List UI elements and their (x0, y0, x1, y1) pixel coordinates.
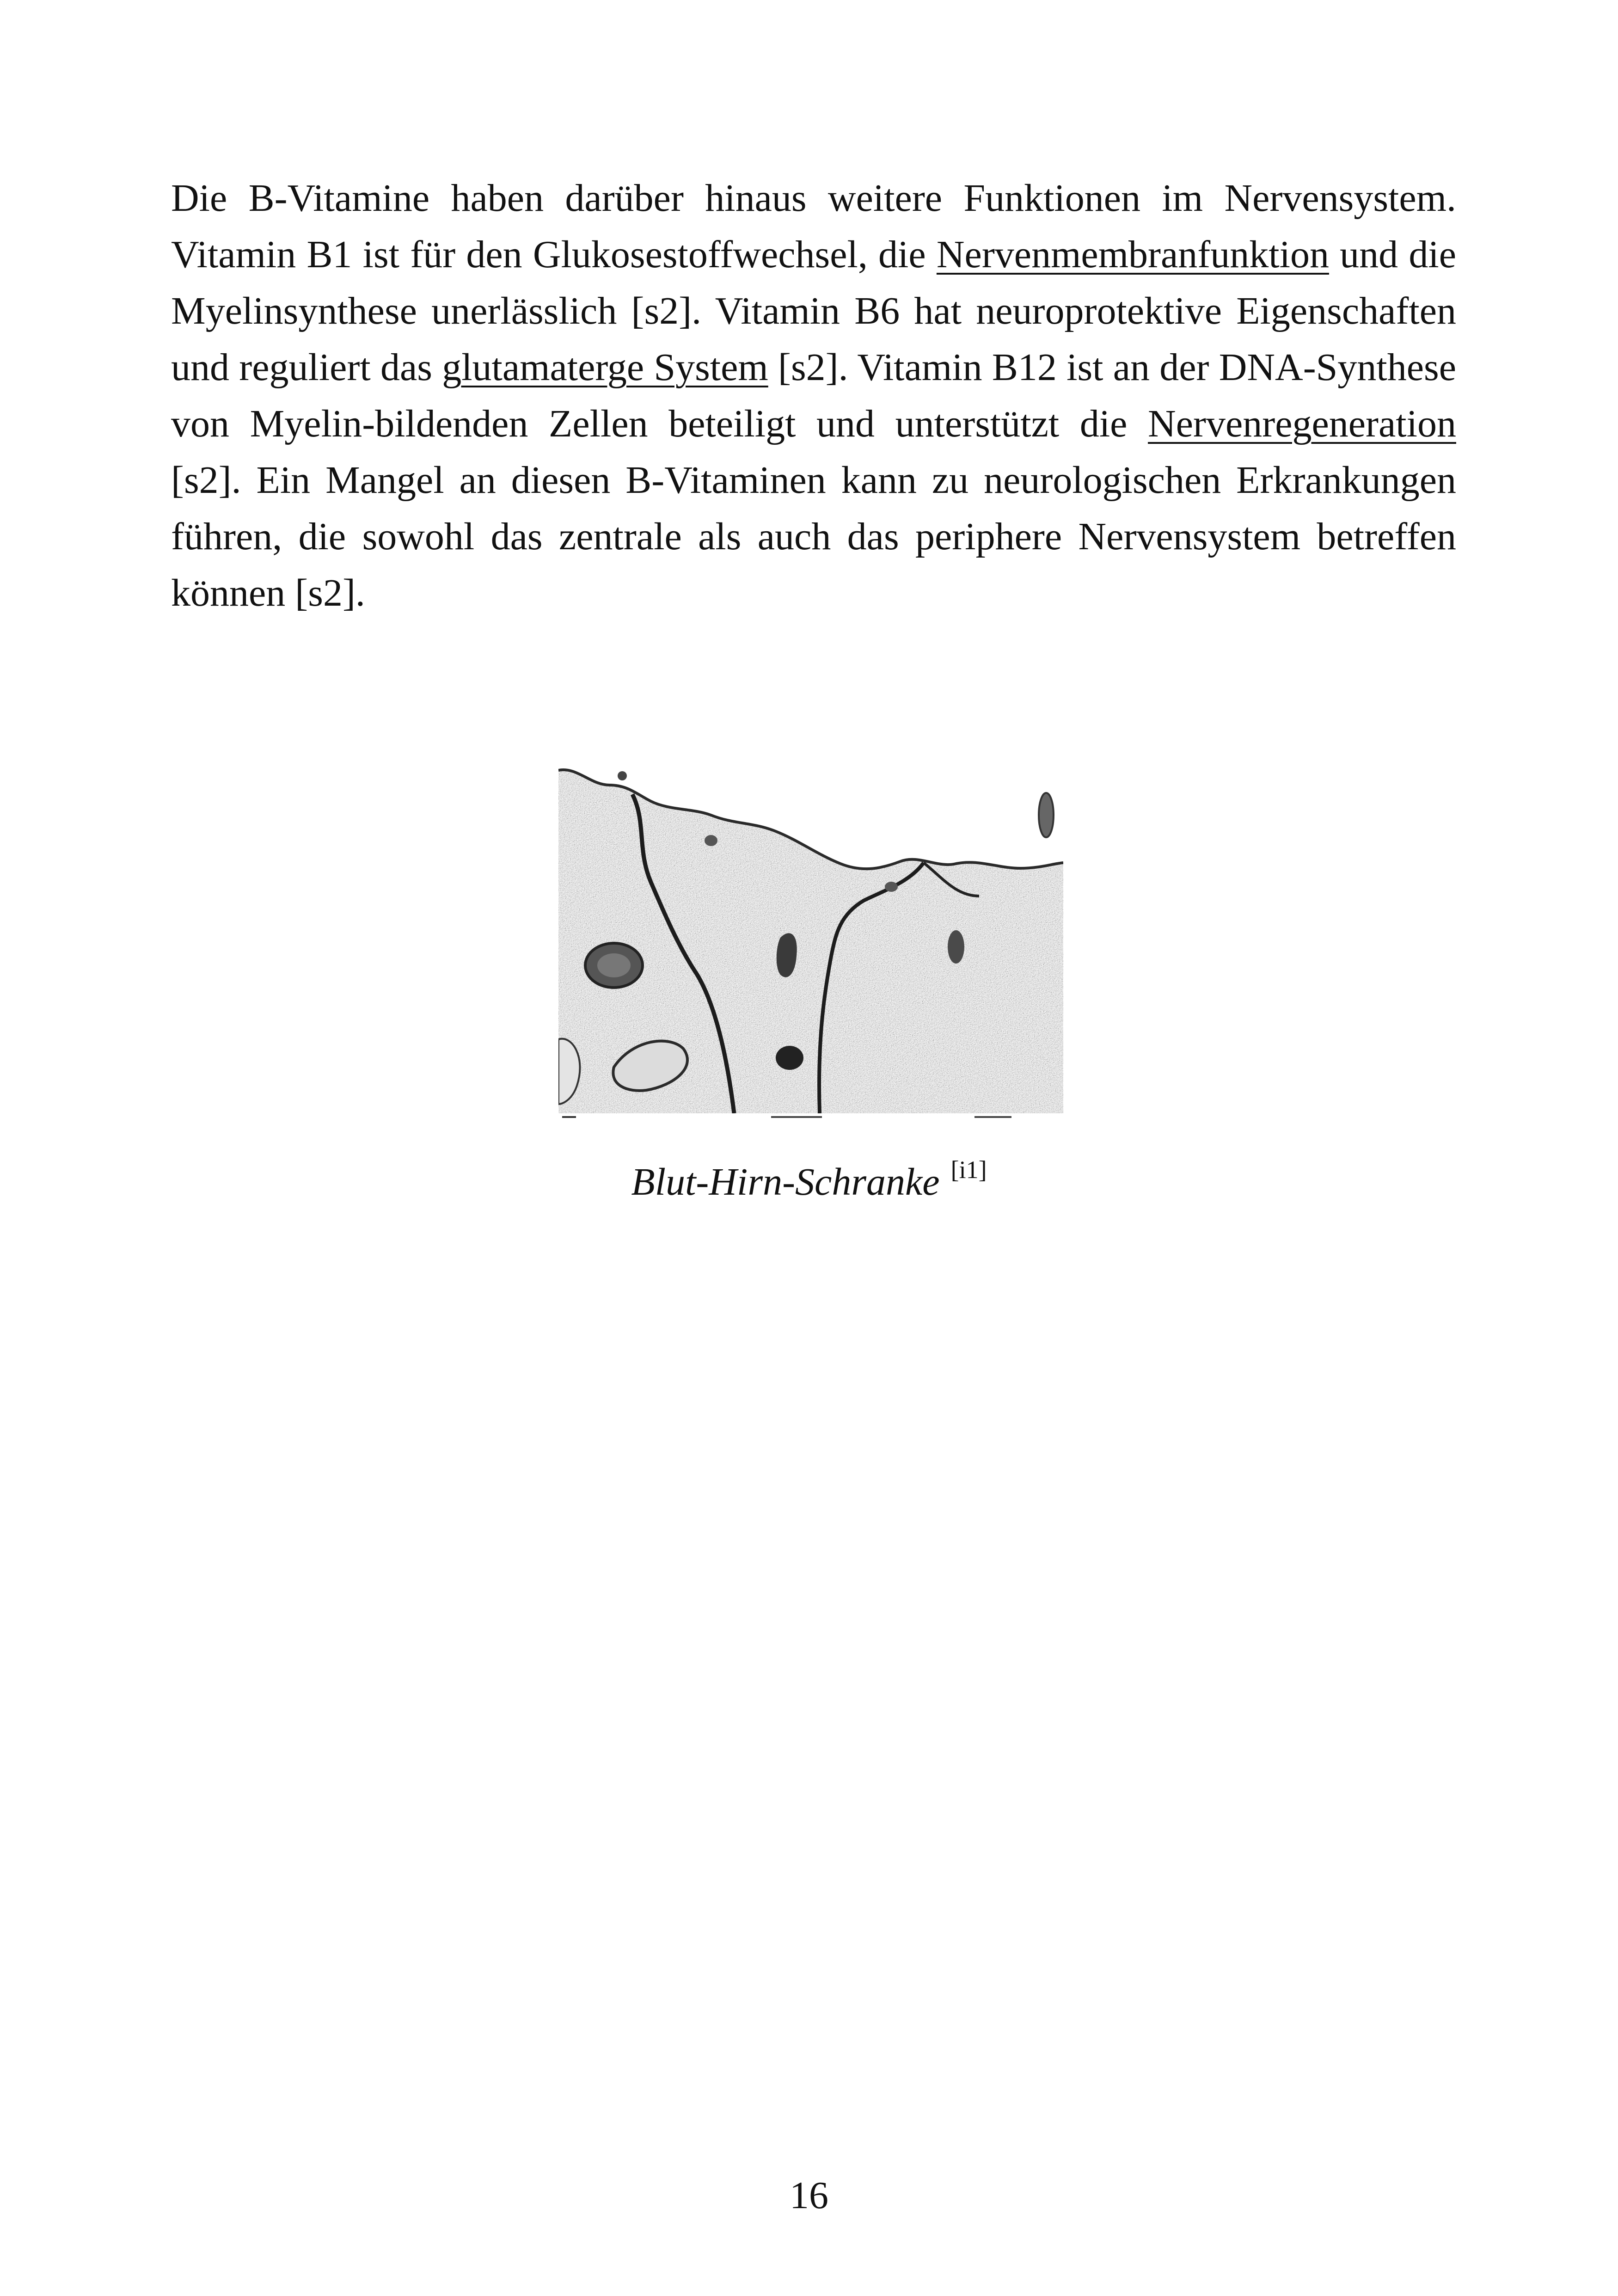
link-nervenmembranfunktion[interactable]: Nervenmembranfunktion (936, 233, 1329, 276)
body-paragraph (171, 170, 1456, 621)
figure-caption-text: Blut-Hirn-Schranke (631, 1160, 940, 1203)
paragraph-text-2: und die Myelinsynthese unerlässlich [s2]. Vitamin B6 hat neuroprotektive Eigenschaften und reguliert das (171, 233, 1456, 389)
paragraph-text-3: [s2]. Vitamin B12 ist an der DNA-Synthese von Myelin-bildenden Zellen beteiligt und unterstützt die (171, 346, 1456, 445)
link-nervenregeneration[interactable]: Nervenregeneration (1148, 402, 1456, 445)
page-number: 16 (790, 2174, 828, 2217)
paragraph-text-4: [s2]. Ein Mangel an diesen B-Vitaminen kann zu neurologischen Erkrankungen führen, die sowohl das zentrale als auch das periphere Nervensystem betreffen können [s2]. (171, 459, 1456, 614)
electron-micrograph-image (558, 716, 1063, 1123)
paragraph-text-1: Die B-Vitamine haben darüber hinaus weitere Funktionen im Nervensystem. Vitamin B1 ist für den Glukosestoffwechsel, die (171, 177, 1456, 276)
link-glutamaterge-system[interactable]: glutamaterge System (442, 346, 768, 389)
figure-caption (0, 1156, 1618, 1204)
figure-reference[interactable]: [i1] (950, 1156, 987, 1184)
electron-micrograph-figure (558, 716, 1063, 1123)
